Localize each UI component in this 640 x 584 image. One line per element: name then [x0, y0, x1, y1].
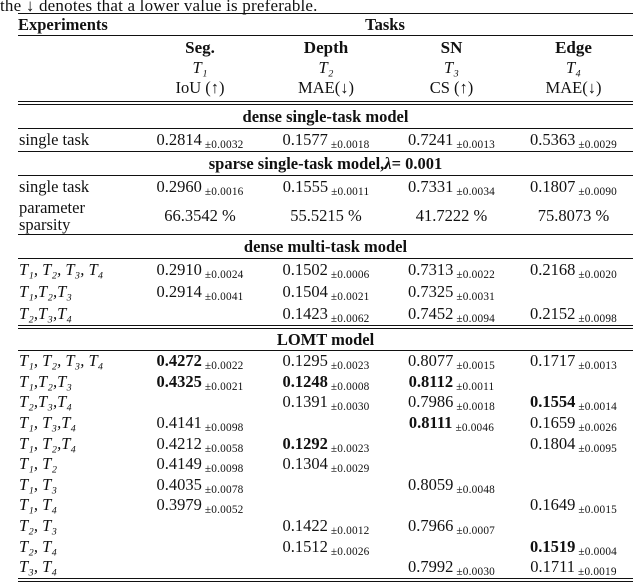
- value: 0.7313: [407, 260, 454, 279]
- table-row: [18, 303, 633, 325]
- metric-cell: [137, 206, 263, 226]
- section-title-text: = 0.001: [391, 153, 443, 173]
- metric-cell: [514, 537, 633, 557]
- metric-cell: [263, 206, 389, 226]
- metric-cell: [514, 413, 633, 433]
- stddev: ±0.0098: [204, 463, 244, 476]
- column-header-seg: [137, 38, 263, 98]
- tasks-header: Tasks: [365, 14, 405, 34]
- column-metric: MAE(↓): [298, 78, 354, 97]
- value: 0.7241: [407, 130, 454, 149]
- metric-cell: [389, 392, 514, 412]
- metric-cell: [263, 434, 389, 454]
- metric-cell: [389, 537, 514, 557]
- stddev: ±0.0004: [578, 545, 618, 558]
- experiment-label: single task: [19, 130, 90, 149]
- stddev: ±0.0031: [456, 291, 496, 303]
- stddev: ±0.0015: [456, 360, 496, 373]
- stddev: ±0.0014: [578, 401, 618, 414]
- metric-cell: [389, 206, 514, 226]
- experiment-label: T₂,T₃,T₄: [19, 392, 72, 412]
- value: 0.8112: [408, 371, 454, 391]
- rule-bottom: [18, 578, 633, 582]
- stddev: ±0.0011: [456, 380, 495, 393]
- column-header-sn: [389, 38, 514, 98]
- metric-cell: [514, 475, 633, 495]
- metric-cell: [389, 434, 514, 454]
- metric-cell: [389, 260, 514, 280]
- value: 0.5363: [529, 130, 576, 149]
- column-name: Seg.: [185, 38, 215, 57]
- table-row: [18, 281, 633, 303]
- column-name: Depth: [303, 38, 349, 57]
- stddev: ±0.0052: [204, 504, 244, 517]
- value: 75.8073 %: [537, 206, 610, 225]
- experiment-label: T₁, T₂, T₃, T₄: [19, 260, 104, 279]
- stddev: ±0.0011: [331, 186, 370, 198]
- table-row: [18, 536, 633, 557]
- metric-cell: [263, 372, 389, 392]
- table-row: [18, 351, 633, 372]
- experiment-label: T₁, T₃,T₄: [19, 413, 77, 433]
- section-title-dense-single: dense single-task model: [242, 106, 409, 126]
- metric-cell: [389, 495, 514, 515]
- stddev: ±0.0012: [330, 525, 370, 538]
- section-title-text: sparse single-task model,: [208, 153, 385, 173]
- stddev: ±0.0048: [456, 483, 496, 496]
- value: 0.7966: [407, 516, 454, 536]
- value: 0.1391: [282, 392, 328, 412]
- value: 0.1304: [282, 454, 328, 474]
- stddev: ±0.0098: [578, 313, 618, 325]
- table-row: [18, 372, 633, 393]
- stddev: ±0.0098: [204, 422, 244, 435]
- value: 0.7992: [407, 557, 454, 577]
- section-title-lomt: LOMT model: [276, 329, 375, 349]
- stddev: ±0.0062: [330, 313, 370, 325]
- metric-cell: [514, 260, 633, 280]
- metric-cell: [389, 130, 514, 150]
- metric-cell: [514, 206, 633, 226]
- table-caption: the ↓ denotes that a lower value is preferable.: [0, 0, 318, 15]
- stddev: ±0.0019: [578, 566, 617, 579]
- metric-cell: [514, 516, 633, 536]
- stddev: ±0.0058: [204, 442, 244, 455]
- stddev: ±0.0021: [330, 291, 370, 303]
- stddev: ±0.0041: [204, 291, 244, 303]
- metric-cell: [263, 304, 389, 324]
- column-name: Edge: [555, 38, 592, 57]
- value: 0.1248: [282, 371, 328, 391]
- table-row: [18, 176, 633, 198]
- value: 0.1804: [529, 433, 576, 453]
- metric-cell: [514, 130, 633, 150]
- metric-cell: [137, 304, 263, 324]
- value: 0.4149: [156, 454, 202, 474]
- column-metric: IoU (↑): [175, 78, 225, 97]
- metric-cell: [389, 372, 514, 392]
- value: 0.3979: [156, 495, 202, 515]
- value: 0.7331: [407, 177, 454, 196]
- table-row: [18, 495, 633, 516]
- value: 0.1711: [530, 557, 576, 577]
- metric-cell: [263, 351, 389, 371]
- value: 0.1717: [529, 351, 576, 371]
- metric-cell: [263, 495, 389, 515]
- value: 0.2168: [529, 260, 576, 279]
- stddev: ±0.0015: [578, 504, 618, 517]
- metric-cell: [514, 392, 633, 412]
- table-row: [18, 198, 633, 234]
- column-name: SN: [440, 38, 463, 57]
- stddev: ±0.0026: [578, 422, 618, 435]
- stddev: ±0.0018: [330, 139, 370, 151]
- metric-cell: [263, 454, 389, 474]
- value: 0.4141: [156, 413, 202, 433]
- value: 0.4325: [156, 371, 202, 391]
- value: 0.4212: [156, 433, 202, 453]
- section-title-dense-multi: dense multi-task model: [243, 236, 408, 256]
- stddev: ±0.0094: [456, 313, 496, 325]
- experiment-label: T₁, T₂,T₄: [19, 433, 77, 453]
- value: 0.2914: [156, 282, 202, 301]
- value: 0.7986: [407, 392, 454, 412]
- metric-cell: [137, 260, 263, 280]
- value: 0.1292: [282, 433, 328, 453]
- metric-cell: [137, 495, 263, 515]
- stddev: ±0.0046: [455, 422, 495, 435]
- metric-cell: [514, 372, 633, 392]
- experiment-label: T₂, T₄: [19, 536, 58, 556]
- value: 0.1423: [282, 304, 328, 323]
- stddev: ±0.0024: [204, 269, 244, 281]
- value: 66.3542 %: [164, 206, 236, 225]
- results-table: [18, 13, 633, 582]
- value: 0.1659: [529, 413, 576, 433]
- value: 0.1577: [282, 130, 328, 149]
- stddev: ±0.0090: [578, 186, 618, 198]
- value: 0.8059: [407, 474, 454, 494]
- stddev: ±0.0030: [456, 566, 496, 579]
- metric-cell: [263, 282, 389, 302]
- column-task-symbol: T₄: [566, 58, 581, 77]
- value: 0.1512: [282, 536, 328, 556]
- value: 0.1555: [282, 177, 329, 196]
- experiment-label: single task: [19, 177, 90, 196]
- value: 41.7222 %: [415, 206, 488, 225]
- value: 0.2814: [156, 130, 202, 149]
- metric-cell: [389, 413, 514, 433]
- metric-cell: [137, 434, 263, 454]
- metric-cell: [389, 454, 514, 474]
- stddev: ±0.0007: [456, 525, 496, 538]
- metric-cell: [263, 557, 389, 577]
- table-row: [18, 557, 633, 578]
- value: 0.8111: [408, 413, 453, 433]
- value: 0.2152: [529, 304, 576, 323]
- stddev: ±0.0078: [204, 483, 244, 496]
- metric-cell: [137, 130, 263, 150]
- experiment-label: parameter sparsity: [19, 198, 85, 234]
- stddev: ±0.0023: [330, 360, 370, 373]
- table-row: [18, 516, 633, 537]
- header-row-columns: [18, 36, 633, 101]
- metric-cell: [514, 304, 633, 324]
- column-metric: CS (↑): [429, 78, 474, 97]
- stddev: ±0.0023: [330, 442, 370, 455]
- metric-cell: [137, 537, 263, 557]
- metric-cell: [137, 475, 263, 495]
- stddev: ±0.0013: [456, 139, 496, 151]
- column-metric: MAE(↓): [545, 78, 602, 97]
- experiment-label: T₁,T₂,T₃: [19, 371, 72, 391]
- stddev: ±0.0095: [578, 442, 618, 455]
- metric-cell: [263, 260, 389, 280]
- metric-cell: [389, 304, 514, 324]
- metric-cell: [263, 475, 389, 495]
- stddev: ±0.0029: [330, 463, 370, 476]
- column-task-symbol: T₂: [318, 58, 334, 77]
- table-row: [18, 475, 633, 496]
- metric-cell: [514, 557, 633, 577]
- table-row: [18, 454, 633, 475]
- stddev: ±0.0026: [330, 545, 370, 558]
- experiment-label: T₁, T₂: [19, 454, 58, 474]
- experiments-header: Experiments: [18, 14, 108, 34]
- stddev: ±0.0021: [204, 380, 244, 393]
- experiment-label: T₁, T₃: [19, 474, 58, 494]
- metric-cell: [137, 392, 263, 412]
- header-row-groups: [18, 14, 633, 35]
- experiment-label: T₁, T₄: [19, 495, 58, 515]
- metric-cell: [137, 282, 263, 302]
- value: 0.2910: [156, 260, 202, 279]
- metric-cell: [263, 537, 389, 557]
- metric-cell: [389, 557, 514, 577]
- metric-cell: [389, 351, 514, 371]
- metric-cell: [389, 516, 514, 536]
- metric-cell: [389, 282, 514, 302]
- value: 55.5215 %: [290, 206, 362, 225]
- value: 0.1554: [529, 392, 576, 412]
- stddev: ±0.0022: [204, 360, 244, 373]
- stddev: ±0.0006: [330, 269, 370, 281]
- column-task-symbol: T₃: [444, 58, 459, 77]
- experiment-label: T₃, T₄: [19, 557, 58, 577]
- value: 0.7325: [407, 282, 454, 301]
- metric-cell: [137, 351, 263, 371]
- stddev: ±0.0016: [204, 186, 244, 198]
- value: 0.1504: [282, 282, 328, 301]
- stddev: ±0.0020: [578, 269, 618, 281]
- metric-cell: [514, 434, 633, 454]
- stddev: ±0.0029: [578, 139, 618, 151]
- column-header-edge: [514, 38, 633, 98]
- metric-cell: [263, 413, 389, 433]
- stddev: ±0.0018: [456, 401, 496, 414]
- value: 0.1519: [529, 536, 576, 556]
- stddev: ±0.0022: [456, 269, 496, 281]
- stddev: ±0.0008: [330, 380, 370, 393]
- column-task-symbol: T₁: [192, 58, 208, 77]
- metric-cell: [514, 495, 633, 515]
- table-row: [18, 129, 633, 151]
- column-header-depth: [263, 38, 389, 98]
- value: 0.8077: [407, 351, 454, 371]
- experiment-label: T₁,T₂,T₃: [19, 282, 72, 301]
- metric-cell: [137, 177, 263, 197]
- lambda-symbol: λ: [384, 153, 392, 173]
- value: 0.4272: [156, 351, 202, 371]
- table-row: [18, 433, 633, 454]
- metric-cell: [389, 475, 514, 495]
- metric-cell: [263, 130, 389, 150]
- metric-cell: [263, 177, 389, 197]
- section-title-sparse-single: [18, 152, 633, 175]
- metric-cell: [514, 351, 633, 371]
- metric-cell: [137, 516, 263, 536]
- metric-cell: [263, 392, 389, 412]
- metric-cell: [514, 454, 633, 474]
- metric-cell: [137, 557, 263, 577]
- value: 0.2960: [156, 177, 202, 196]
- experiment-label: T₂,T₃,T₄: [19, 304, 72, 323]
- value: 0.1422: [282, 516, 328, 536]
- experiment-label: T₂, T₃: [19, 516, 58, 536]
- value: 0.4035: [156, 474, 202, 494]
- stddev: ±0.0013: [578, 360, 618, 373]
- table-row: [18, 259, 633, 281]
- value: 0.1295: [282, 351, 328, 371]
- stddev: ±0.0032: [204, 139, 244, 151]
- metric-cell: [514, 177, 633, 197]
- metric-cell: [137, 454, 263, 474]
- stddev: ±0.0030: [330, 401, 370, 414]
- experiment-label: T₁, T₂, T₃, T₄: [19, 351, 104, 371]
- value: 0.1807: [529, 177, 576, 196]
- value: 0.1649: [529, 495, 576, 515]
- value: 0.1502: [282, 260, 328, 279]
- metric-cell: [389, 177, 514, 197]
- table-row: [18, 392, 633, 413]
- metric-cell: [263, 516, 389, 536]
- value: 0.7452: [407, 304, 454, 323]
- metric-cell: [137, 372, 263, 392]
- stddev: ±0.0034: [456, 186, 496, 198]
- metric-cell: [514, 282, 633, 302]
- table-row: [18, 413, 633, 434]
- metric-cell: [137, 413, 263, 433]
